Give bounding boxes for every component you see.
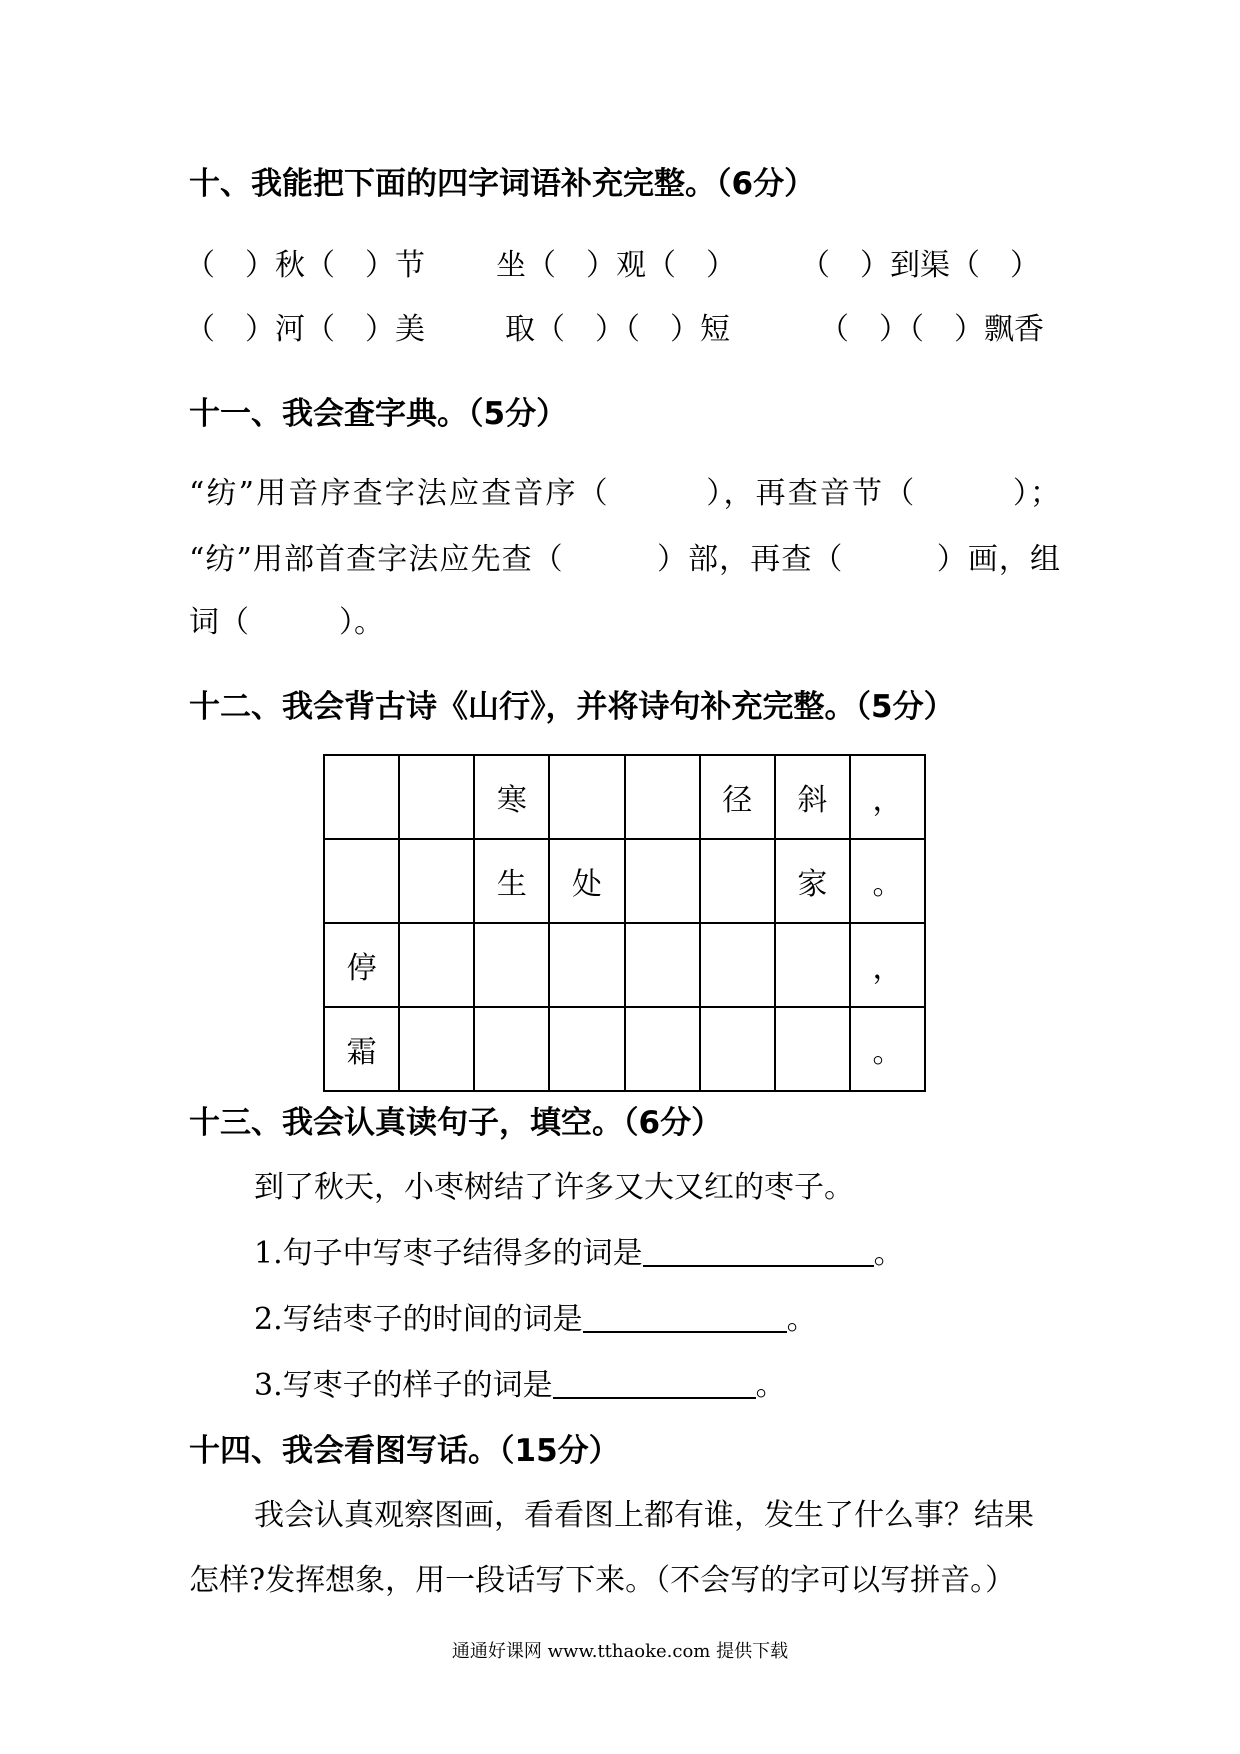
fill-question xyxy=(254,1366,786,1406)
poem-row xyxy=(324,923,925,1007)
poem-cell xyxy=(474,1007,549,1091)
poem-cell xyxy=(399,839,474,923)
idiom-fill-item: （ ）河（ ）美 xyxy=(185,312,425,347)
poem-cell: 停 xyxy=(324,923,399,1007)
idiom-fill-item: 坐（ ）观（ ） xyxy=(496,248,736,283)
poem-cell xyxy=(625,923,700,1007)
reading-sentence: 到了秋天，小枣树结了许多又大又红的枣子。 xyxy=(254,1170,854,1205)
poem-cell xyxy=(399,923,474,1007)
idiom-fill-item: （ ）秋（ ）节 xyxy=(185,248,425,283)
answer-blank xyxy=(553,1369,756,1399)
idiom-fill-item: 取（ ）（ ）短 xyxy=(505,312,730,347)
poem-cell xyxy=(549,923,624,1007)
poem-row xyxy=(324,1007,925,1091)
poem-cell: 斜 xyxy=(775,755,850,839)
question-prompt: 2.写结枣子的时间的词是 xyxy=(254,1302,583,1337)
poem-cell: 生 xyxy=(474,839,549,923)
question-end-mark: 。 xyxy=(755,1368,786,1403)
poem-cell xyxy=(399,1007,474,1091)
poem-cell xyxy=(700,1007,775,1091)
poem-cell: 寒 xyxy=(474,755,549,839)
section-13-heading: 十三、我会认真读句子，填空。（6分） xyxy=(189,1105,723,1141)
poem-cell xyxy=(549,1007,624,1091)
fill-question xyxy=(254,1300,817,1340)
idiom-fill-item: （ ）（ ）飘香 xyxy=(819,312,1044,347)
question-prompt: 1.句子中写枣子结得多的词是 xyxy=(254,1236,643,1271)
question-end-mark: 。 xyxy=(873,1236,904,1271)
poem-cell: 处 xyxy=(549,839,624,923)
poem-cell xyxy=(625,1007,700,1091)
poem-cell xyxy=(324,839,399,923)
fill-question xyxy=(254,1234,904,1274)
poem-grid-body xyxy=(324,755,925,1091)
poem-cell xyxy=(549,755,624,839)
section-14-heading: 十四、我会看图写话。（15分） xyxy=(189,1433,620,1469)
section-10-heading: 十、我能把下面的四字词语补充完整。（6分） xyxy=(189,166,816,202)
poem-cell xyxy=(700,923,775,1007)
poem-cell xyxy=(625,755,700,839)
question-prompt: 3.写枣子的样子的词是 xyxy=(254,1368,553,1403)
poem-row xyxy=(324,755,925,839)
poem-cell: ， xyxy=(850,755,925,839)
poem-cell: 径 xyxy=(700,755,775,839)
dictionary-question-line: 词（ ）。 xyxy=(189,605,384,640)
poem-cell: 家 xyxy=(775,839,850,923)
poem-cell xyxy=(399,755,474,839)
poem-cell xyxy=(324,755,399,839)
question-end-mark: 。 xyxy=(786,1302,817,1337)
poem-cell: 霜 xyxy=(324,1007,399,1091)
page-footer: 通通好课网 www.tthaoke.com 提供下载 xyxy=(451,1641,789,1662)
writing-instruction-line: 我会认真观察图画，看看图上都有谁，发生了什么事？结果 xyxy=(254,1498,1034,1533)
poem-cell: 。 xyxy=(850,839,925,923)
idiom-fill-item: （ ）到渠（ ） xyxy=(800,248,1040,283)
poem-cell xyxy=(474,923,549,1007)
poem-cell xyxy=(700,839,775,923)
poem-row xyxy=(324,839,925,923)
poem-cell xyxy=(625,839,700,923)
poem-cell: 。 xyxy=(850,1007,925,1091)
poem-cell: ， xyxy=(850,923,925,1007)
answer-blank xyxy=(583,1303,787,1333)
poem-cell xyxy=(775,1007,850,1091)
writing-instruction-line: 怎样?发挥想象，用一段话写下来。（不会写的字可以写拼音。） xyxy=(189,1563,1016,1598)
dictionary-question-line: “纺”用部首查字法应先查（ ）部，再查（ ）画，组 xyxy=(189,542,1060,577)
poem-grid xyxy=(323,754,926,1092)
section-11-heading: 十一、我会查字典。（5分） xyxy=(189,396,568,432)
section-12-heading: 十二、我会背古诗《山行》，并将诗句补充完整。（5分） xyxy=(189,689,955,725)
answer-blank xyxy=(643,1237,874,1267)
dictionary-question-line: “纺”用音序查字法应查音序（ ），再查音节（ ）； xyxy=(189,476,1060,511)
poem-cell xyxy=(775,923,850,1007)
